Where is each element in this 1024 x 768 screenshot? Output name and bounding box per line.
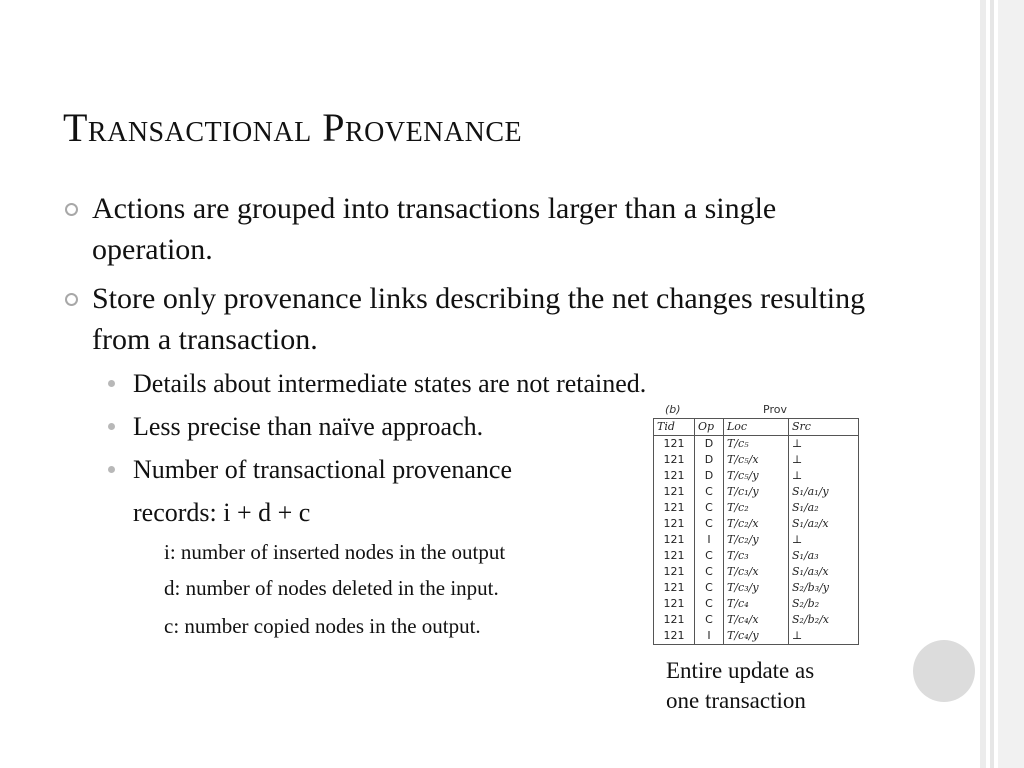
cell-op: C	[695, 612, 724, 628]
bullet-1	[92, 188, 892, 270]
column-header-tid: Tid	[654, 419, 695, 436]
cell-op: C	[695, 596, 724, 612]
sub-bullet-2-text: Less precise than naïve approach.	[133, 412, 484, 441]
table-title: Prov	[763, 403, 787, 416]
cell-loc: T/c₄	[724, 596, 789, 612]
cell-src: S₁/a₂	[789, 500, 859, 516]
cell-tid: 121	[654, 628, 695, 645]
caption-line-2: one transaction	[666, 688, 806, 713]
sub-bullet-3-text: Number of transactional provenance	[133, 455, 513, 484]
cell-loc: T/c₅	[724, 436, 789, 453]
table-row	[654, 564, 859, 580]
bullet-ring-icon	[65, 203, 78, 216]
cell-tid: 121	[654, 564, 695, 580]
decorative-side-stripes	[980, 0, 1024, 768]
sub-sub-item-3: c: number copied nodes in the output.	[164, 614, 481, 638]
column-header-op: Op	[695, 419, 724, 436]
table-row	[654, 532, 859, 548]
sub-sub-item-1: i: number of inserted nodes in the output	[164, 540, 506, 564]
cell-op: C	[695, 564, 724, 580]
cell-op: D	[695, 452, 724, 468]
cell-tid: 121	[654, 580, 695, 596]
cell-src: S₂/b₂/x	[789, 612, 859, 628]
cell-tid: 121	[654, 468, 695, 484]
column-header-loc: Loc	[724, 419, 789, 436]
cell-loc: T/c₅/x	[724, 452, 789, 468]
cell-loc: T/c₃	[724, 548, 789, 564]
cell-op: C	[695, 516, 724, 532]
caption-line-1: Entire update as	[666, 658, 815, 683]
table-row	[654, 436, 859, 453]
cell-op: C	[695, 580, 724, 596]
cell-src: S₁/a₃/x	[789, 564, 859, 580]
sub-bullet-2	[133, 405, 483, 448]
cell-tid: 121	[654, 612, 695, 628]
cell-src: S₁/a₂/x	[789, 516, 859, 532]
cell-loc: T/c₄/x	[724, 612, 789, 628]
table-row	[654, 580, 859, 596]
sub-bullet-1	[133, 362, 646, 405]
cell-src: S₁/a₃	[789, 548, 859, 564]
table-row	[654, 452, 859, 468]
cell-loc: T/c₅/y	[724, 468, 789, 484]
table-row	[654, 628, 859, 645]
cell-op: I	[695, 628, 724, 645]
table-row	[654, 484, 859, 500]
cell-op: C	[695, 484, 724, 500]
figure-caption	[666, 656, 814, 716]
table-row	[654, 516, 859, 532]
cell-loc: T/c₁/y	[724, 484, 789, 500]
cell-op: C	[695, 548, 724, 564]
decorative-circle	[913, 640, 975, 702]
cell-tid: 121	[654, 548, 695, 564]
cell-op: C	[695, 500, 724, 516]
cell-src: ⊥	[789, 436, 859, 453]
cell-src: S₂/b₂	[789, 596, 859, 612]
cell-src: ⊥	[789, 628, 859, 645]
cell-loc: T/c₂	[724, 500, 789, 516]
cell-tid: 121	[654, 484, 695, 500]
bullet-1-text: Actions are grouped into transactions larger than a single operation.	[92, 192, 777, 266]
cell-op: D	[695, 436, 724, 453]
cell-op: I	[695, 532, 724, 548]
cell-tid: 121	[654, 532, 695, 548]
cell-loc: T/c₃/x	[724, 564, 789, 580]
sub-sub-item-2: d: number of nodes deleted in the input.	[164, 576, 499, 600]
provenance-table-body	[654, 436, 859, 645]
figure-label: (b)	[665, 403, 681, 416]
bullet-dot-icon	[108, 423, 115, 430]
cell-src: S₂/b₃/y	[789, 580, 859, 596]
sub-bullet-1-text: Details about intermediate states are not retained.	[133, 369, 647, 398]
bullet-dot-icon	[108, 466, 115, 473]
cell-op: D	[695, 468, 724, 484]
table-row	[654, 468, 859, 484]
cell-src: ⊥	[789, 468, 859, 484]
cell-src: ⊥	[789, 452, 859, 468]
cell-tid: 121	[654, 500, 695, 516]
cell-tid: 121	[654, 452, 695, 468]
cell-loc: T/c₂/y	[724, 532, 789, 548]
cell-loc: T/c₂/x	[724, 516, 789, 532]
cell-loc: T/c₄/y	[724, 628, 789, 645]
cell-tid: 121	[654, 436, 695, 453]
sub-bullet-3	[133, 448, 512, 491]
cell-loc: T/c₃/y	[724, 580, 789, 596]
bullet-2-text: Store only provenance links describing the net changes resulting from a transaction.	[92, 282, 866, 356]
provenance-table-figure	[653, 402, 863, 645]
cell-src: S₁/a₁/y	[789, 484, 859, 500]
table-row	[654, 596, 859, 612]
sub-bullet-3-continuation: records: i + d + c	[133, 498, 311, 527]
bullet-2	[92, 278, 892, 360]
column-header-src: Src	[789, 419, 859, 436]
slide-title: Transactional Provenance	[63, 105, 523, 150]
table-row	[654, 612, 859, 628]
table-row	[654, 548, 859, 564]
table-row	[654, 500, 859, 516]
provenance-table	[653, 418, 859, 645]
bullet-dot-icon	[108, 380, 115, 387]
cell-tid: 121	[654, 516, 695, 532]
bullet-ring-icon	[65, 293, 78, 306]
cell-src: ⊥	[789, 532, 859, 548]
cell-tid: 121	[654, 596, 695, 612]
